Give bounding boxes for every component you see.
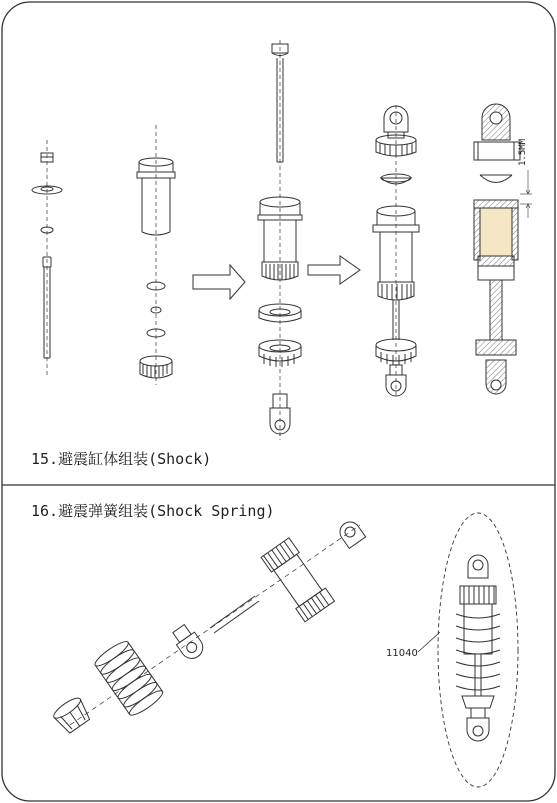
- part-number-label: 11040: [386, 648, 418, 659]
- assembled-shock-spring: [418, 513, 518, 787]
- section-16-caption: 16.避震弹簧组装(Shock Spring): [31, 502, 275, 520]
- exploded-cylinder-parts: [137, 125, 175, 385]
- dimension-label: 1.5MM: [518, 138, 528, 166]
- exploded-small-parts: [32, 140, 62, 378]
- section-15-caption: 15.避震缸体组装(Shock): [31, 450, 212, 468]
- shock-rod-assembly: [258, 40, 302, 440]
- assembly-arrow-1: [193, 265, 245, 299]
- shock-spring-exploded: [51, 518, 366, 735]
- assembly-arrow-2: [308, 256, 360, 284]
- assembled-shock: [373, 105, 419, 396]
- page-border: [2, 2, 555, 801]
